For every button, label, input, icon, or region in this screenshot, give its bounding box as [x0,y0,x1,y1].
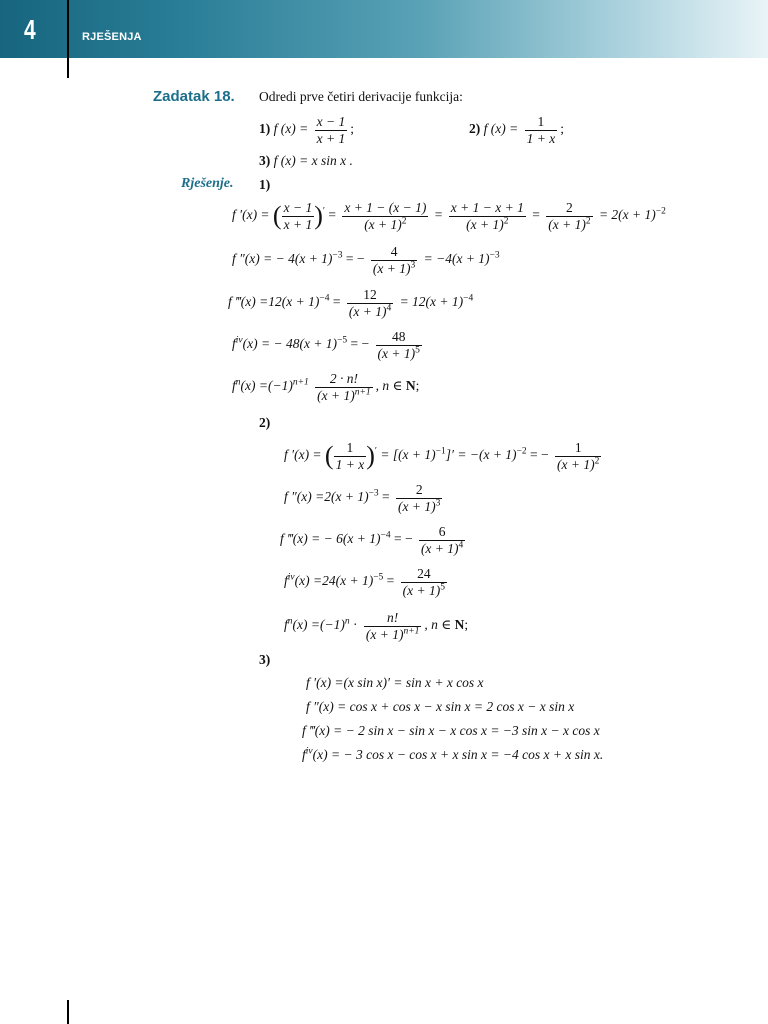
margin-rule-top [67,0,69,78]
margin-rule-bottom [67,1000,69,1024]
p1-first-derivative: f ′(x) = ( $\frac{x - 1}{x + 1}$ )′ = $\frac{x + 1 - (x - 1)}{(x + 1)^2}$ = $\frac{x + 1 - x + 1}{(x + 1)^2}$ = $\frac{2}{(x + 1)^2}$ = $2(x + 1)^{-2}$ [232,200,666,232]
p2-third-derivative: f ‴(x) = − $6(x + 1)^{-4}$ = − $\frac{6}{(x + 1)^4}$ [280,524,464,556]
p3-fourth-derivative: $f^{iv}(x)$ = − 3 cos x − cos x + x sin x = −4 cos x + x sin x. [302,746,604,762]
solution-label: Rješenje. [181,176,234,191]
part-2-label: 2) [259,415,271,430]
task-title: Zadatak 18. [153,88,235,105]
p2-fourth-derivative: $f^{iv}(x) =24(x + 1)^{-5}$ = $\frac{24}{(x + 1)^5}$ [284,566,446,598]
p1-third-derivative: f ‴(x) $=12(x + 1)^{-4}$ = $\frac{12}{(x + 1)^4}$ = $12(x + 1)^{-4}$ [228,287,474,319]
p3-second-derivative: f ″(x) = cos x + cos x − x sin x = 2 cos x − x sin x [306,699,575,714]
p3-third-derivative: f ‴(x) = − 2 sin x − sin x − x cos x = −3 sin x − x cos x [302,723,600,738]
part-3-label: 3) [259,652,271,667]
p3-first-derivative: f ′(x) =(x sin x)′ = sin x + x cos x [306,675,484,690]
p2-second-derivative: f $''(x) =2(x + 1)^{-3}$ = $\frac{2}{(x + 1)^3}$ [284,482,441,514]
p1-fourth-derivative: $f^{iv}(x)$ = − $48(x + 1)^{-5}$ = − $\frac{48}{(x + 1)^5}$ [232,329,420,361]
p2-nth-derivative: $f^n(x) =(-1)^n$ · $\frac{n!}{(x + 1)^{n+1}}$ , n ∈ N; [284,610,469,642]
part-1-label: 1) [259,177,271,192]
task-function-3: 3) f (x) = x sin x . [259,153,353,168]
p1-nth-derivative: $f^n(x) =(-1)^{n+1}$ $\frac{2 \cdot n!}{(x + 1)^{n+1}}$ , n ∈ N; [232,371,420,403]
task-function-2: 2) f (x) = $\frac{1}{1 + x}$ ; [469,114,564,146]
p2-first-derivative: f ′(x) = ( $\frac{1}{1 + x}$ )$' = [(x + 1)^{-1}]' = -(x + 1)^{-2}$ = − $\frac{1}{(x + 1)^2}$ [284,440,600,472]
section-title: RJEŠENJA [82,31,142,43]
page-number: 4 [24,14,36,45]
task-function-1: 1) f (x) = $\frac{x - 1}{x + 1}$ ; [259,114,354,146]
page-header [0,0,768,58]
task-instruction: Odredi prve četiri derivacije funkcija: [259,89,463,104]
p1-second-derivative: f ″(x) = − $4(x + 1)^{-3}$ = − $\frac{4}{(x + 1)^3}$ = $-4(x + 1)^{-3}$ [232,244,500,276]
